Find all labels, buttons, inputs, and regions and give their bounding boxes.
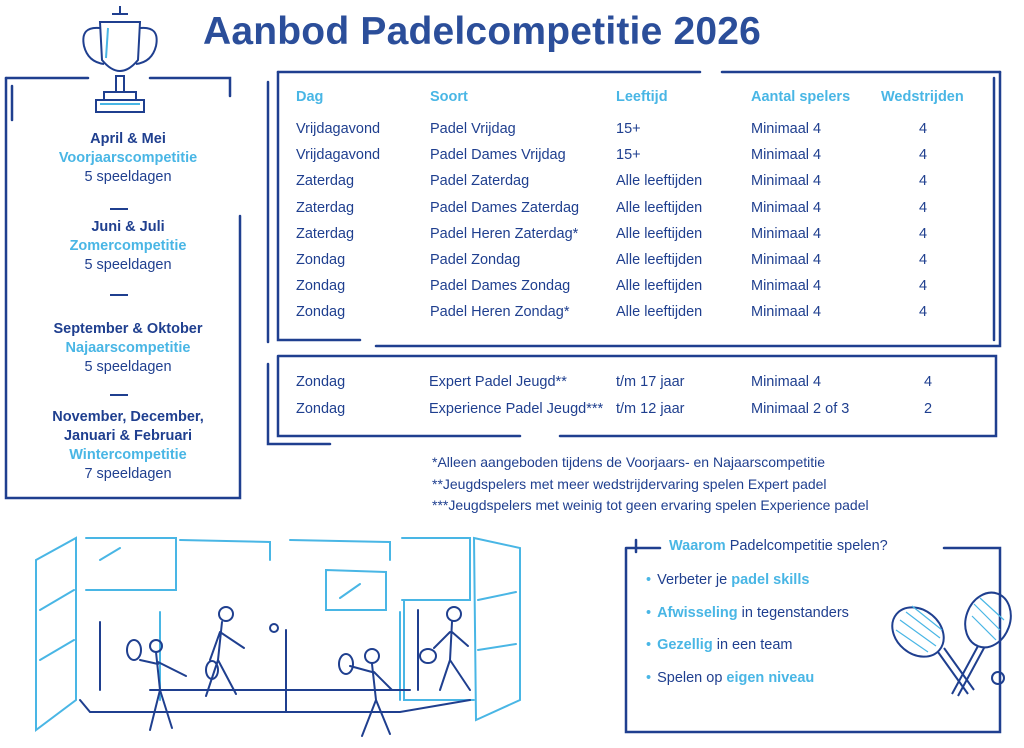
season-months: Juni & Juli — [91, 219, 165, 235]
cell-dag: Zondag — [296, 252, 346, 268]
cell-soort: Expert Padel Jeugd** — [429, 374, 567, 390]
season-days: 5 speeldagen — [84, 257, 172, 273]
season-months: April & Mei — [90, 131, 166, 147]
cell-aantal-spelers: Minimaal 4 — [751, 374, 822, 390]
cell-leeftijd: 15+ — [616, 121, 641, 137]
cell-dag: Zondag — [296, 374, 346, 390]
list-item — [646, 637, 849, 670]
cell-wedstrijden: 4 — [919, 225, 928, 242]
season-name: Wintercompetitie — [69, 447, 187, 463]
cell-aantal-spelers: Minimaal 4 — [751, 252, 822, 268]
item-highlight: eigen niveau — [726, 669, 815, 686]
why-title-highlight: Waarom — [669, 538, 726, 554]
why-title-rest: Padelcompetitie spelen? — [725, 538, 888, 554]
cell-dag: Zondag — [296, 400, 346, 417]
cell-dag: Vrijdagavond — [296, 121, 381, 137]
item-highlight: Afwisseling — [657, 604, 738, 621]
bullet: • — [646, 572, 652, 588]
divider — [110, 294, 128, 296]
divider — [110, 208, 128, 210]
season-days: 5 speeldagen — [84, 359, 172, 375]
cell-leeftijd: Alle leeftijden — [616, 173, 703, 190]
cell-aantal-spelers: Minimaal 4 — [751, 225, 822, 242]
cell-leeftijd: t/m 17 jaar — [616, 374, 685, 390]
footnote: *Alleen aangeboden tijdens de Voorjaars- en Najaarscompetitie — [432, 454, 826, 470]
cell-aantal-spelers: Minimaal 4 — [751, 121, 822, 137]
header-leeftijd: Leeftijd — [616, 89, 668, 105]
header-aantal-spelers: Aantal spelers — [751, 89, 851, 105]
season-name: Najaarscompetitie — [65, 340, 191, 356]
crossed-rackets-icon — [882, 586, 1018, 696]
cell-dag: Zaterdag — [296, 199, 355, 216]
cell-soort: Padel Dames Zondag — [430, 278, 571, 295]
header-soort: Soort — [430, 89, 468, 105]
list-item — [646, 572, 849, 605]
padel-court-illustration — [36, 538, 520, 736]
cell-dag: Zondag — [296, 278, 346, 295]
list-item — [646, 605, 849, 638]
item-text: Verbeter je — [657, 572, 732, 588]
footnote: **Jeugdspelers met meer wedstrijdervaring spelen Expert padel — [432, 475, 827, 492]
cell-wedstrijden: 4 — [919, 121, 928, 137]
cell-wedstrijden: 4 — [919, 278, 928, 295]
why-title — [669, 538, 888, 554]
cell-leeftijd: Alle leeftijden — [616, 304, 703, 321]
cell-aantal-spelers: Minimaal 2 of 3 — [751, 400, 850, 417]
why-list — [646, 572, 849, 702]
trophy-icon — [83, 6, 156, 112]
bullet: • — [646, 604, 652, 621]
divider — [110, 394, 128, 396]
season-months-2: Januari & Februari — [63, 428, 193, 444]
bullet: • — [646, 637, 652, 653]
season-spring — [0, 130, 256, 187]
season-winter — [0, 408, 256, 484]
cell-soort: Padel Heren Zondag* — [430, 304, 570, 321]
cell-leeftijd: Alle leeftijden — [616, 199, 703, 216]
cell-wedstrijden: 4 — [919, 173, 928, 190]
item-text: in tegenstanders — [737, 604, 849, 621]
cell-dag: Zaterdag — [296, 173, 355, 190]
cell-aantal-spelers: Minimaal 4 — [751, 173, 822, 190]
bullet: • — [646, 669, 652, 686]
page-title: Aanbod Padelcompetitie 2026 — [203, 10, 762, 53]
cell-dag: Vrijdagavond — [296, 147, 381, 164]
cell-soort: Experience Padel Jeugd*** — [429, 400, 604, 417]
cell-soort: Padel Heren Zaterdag* — [430, 225, 579, 242]
item-text: Spelen op — [657, 669, 727, 686]
cell-dag: Zondag — [296, 304, 346, 321]
cell-wedstrijden: 2 — [924, 400, 933, 417]
cell-aantal-spelers: Minimaal 4 — [751, 199, 822, 216]
season-days: 5 speeldagen — [84, 169, 172, 185]
cell-wedstrijden: 4 — [924, 374, 933, 390]
cell-leeftijd: Alle leeftijden — [616, 225, 703, 242]
season-days: 7 speeldagen — [84, 466, 172, 482]
cell-aantal-spelers: Minimaal 4 — [751, 278, 822, 295]
cell-aantal-spelers: Minimaal 4 — [751, 147, 822, 164]
season-name: Zomercompetitie — [69, 238, 187, 254]
cell-leeftijd: t/m 12 jaar — [616, 400, 685, 417]
cell-wedstrijden: 4 — [919, 199, 928, 216]
season-name: Voorjaarscompetitie — [58, 150, 198, 166]
list-item — [646, 670, 849, 703]
cell-leeftijd: Alle leeftijden — [616, 252, 703, 268]
cell-leeftijd: Alle leeftijden — [616, 278, 703, 295]
cell-soort: Padel Dames Vrijdag — [430, 147, 566, 164]
cell-soort: Padel Dames Zaterdag — [430, 199, 580, 216]
cell-soort: Padel Zondag — [430, 252, 521, 268]
cell-aantal-spelers: Minimaal 4 — [751, 304, 822, 321]
cell-leeftijd: 15+ — [616, 147, 641, 164]
cell-wedstrijden: 4 — [919, 304, 928, 321]
season-autumn — [0, 320, 256, 377]
cell-wedstrijden: 4 — [919, 147, 928, 164]
item-highlight: Gezellig — [657, 637, 713, 653]
season-months: September & Oktober — [53, 321, 203, 337]
item-text: in een team — [712, 637, 793, 653]
season-summer — [0, 218, 256, 275]
header-wedstrijden: Wedstrijden — [881, 89, 964, 105]
cell-soort: Padel Vrijdag — [430, 121, 516, 137]
season-months: November, December, — [52, 409, 204, 425]
item-highlight: padel skills — [731, 572, 810, 588]
cell-wedstrijden: 4 — [919, 252, 928, 268]
footnote: ***Jeugdspelers met weinig tot geen ervaring spelen Experience padel — [432, 497, 869, 513]
footnotes — [432, 452, 869, 517]
header-dag: Dag — [296, 89, 324, 105]
cell-soort: Padel Zaterdag — [430, 173, 530, 190]
cell-dag: Zaterdag — [296, 225, 355, 242]
